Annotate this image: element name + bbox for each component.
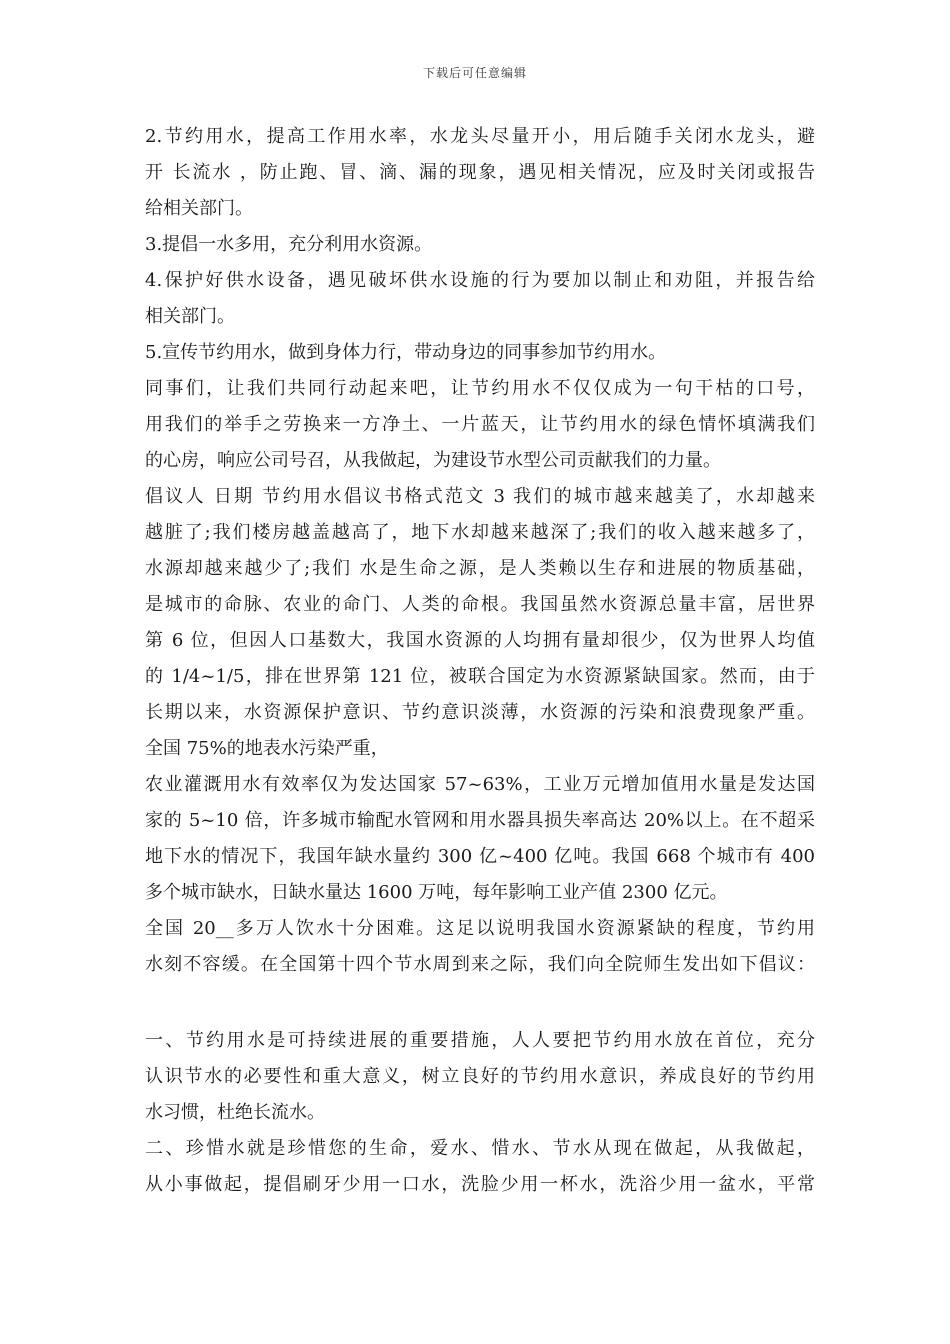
- paragraph-block-bottom: [145, 1023, 815, 1203]
- text-line: 长期以来，水资源保护意识、节约意识淡薄，水资源的污染和浪费现象严重。: [145, 702, 815, 723]
- text-line: 用我们的举手之劳换来一方净土、一片蓝天，让节约用水的绿色情怀填满我们: [145, 414, 815, 435]
- paragraph-gap: [145, 983, 815, 1023]
- text-line: 水源却越来越少了;我们 水是生命之源，是人类赖以生存和进展的物质基础，: [145, 558, 815, 579]
- text-line: 给相关部门。: [145, 198, 253, 219]
- text-line: 4.保护好供水设备，遇见破坏供水设施的行为要加以制止和劝阻，并报告给: [145, 270, 815, 291]
- text-line: 同事们，让我们共同行动起来吧，让节约用水不仅仅成为一句干枯的口号，: [145, 378, 815, 399]
- text-line: 相关部门。: [145, 306, 235, 327]
- text-line: 一、节约用水是可持续进展的重要措施，人人要把节约用水放在首位，充分: [145, 1030, 815, 1051]
- text-line: 水刻不容缓。在全国第十四个节水周到来之际，我们向全院师生发出如下倡议：: [145, 954, 815, 975]
- text-line: 是城市的命脉、农业的命门、人类的命根。我国虽然水资源总量丰富，居世界: [145, 594, 815, 615]
- document-body: [145, 119, 815, 1203]
- text-line: 的心房，响应公司号召，从我做起，为建设节水型公司贡献我们的力量。: [145, 450, 721, 471]
- text-line: 3.提倡一水多用，充分利用水资源。: [145, 234, 433, 255]
- text-line: 2.节约用水，提高工作用水率，水龙头尽量开小，用后随手关闭水龙头，避: [145, 126, 815, 147]
- text-line: 全国 20__多万人饮水十分困难。这足以说明我国水资源紧缺的程度，节约用: [145, 918, 815, 939]
- text-line: 水习惯，杜绝长流水。: [145, 1102, 325, 1123]
- text-line: 二、珍惜水就是珍惜您的生命，爱水、惜水、节水从现在做起，从我做起，: [145, 1138, 815, 1159]
- text-line: 家的 5~10 倍，许多城市输配水管网和用水器具损失率高达 20%以上。在不超采: [145, 810, 815, 831]
- text-line: 认识节水的必要性和重大意义，树立良好的节约用水意识，养成良好的节约用: [145, 1066, 815, 1087]
- paragraph-block-top: [145, 119, 815, 983]
- text-line: 5.宣传节约用水，做到身体力行，带动身边的同事参加节约用水。: [145, 342, 667, 363]
- text-line: 的 1/4~1/5，排在世界第 121 位，被联合国定为水资源紧缺国家。然而，由于: [145, 666, 815, 687]
- text-line: 农业灌溉用水有效率仅为发达国家 57~63%，工业万元增加值用水量是发达国: [145, 774, 815, 795]
- text-line: 越脏了;我们楼房越盖越高了，地下水却越来越深了;我们的收入越来越多了，: [145, 522, 815, 543]
- text-line: 开 长流水 ，防止跑、冒、滴、漏的现象，遇见相关情况，应及时关闭或报告: [145, 162, 815, 183]
- text-line: 倡议人 日期 节约用水倡议书格式范文 3 我们的城市越来越美了，水却越来: [145, 486, 815, 507]
- text-line: 多个城市缺水，日缺水量达 1600 万吨，每年影响工业产值 2300 亿元。: [145, 882, 728, 903]
- text-line: 地下水的情况下，我国年缺水量约 300 亿~400 亿吨。我国 668 个城市有 400: [145, 846, 815, 867]
- page-header: 下载后可任意编辑: [422, 66, 527, 80]
- text-line: 从小事做起，提倡刷牙少用一口水，洗脸少用一杯水，洗浴少用一盆水，平常: [145, 1174, 815, 1195]
- text-line: 第 6 位，但因人口基数大，我国水资源的人均拥有量却很少，仅为世界人均值: [145, 630, 815, 651]
- text-line: 全国 75%的地表水污染严重，: [145, 738, 389, 759]
